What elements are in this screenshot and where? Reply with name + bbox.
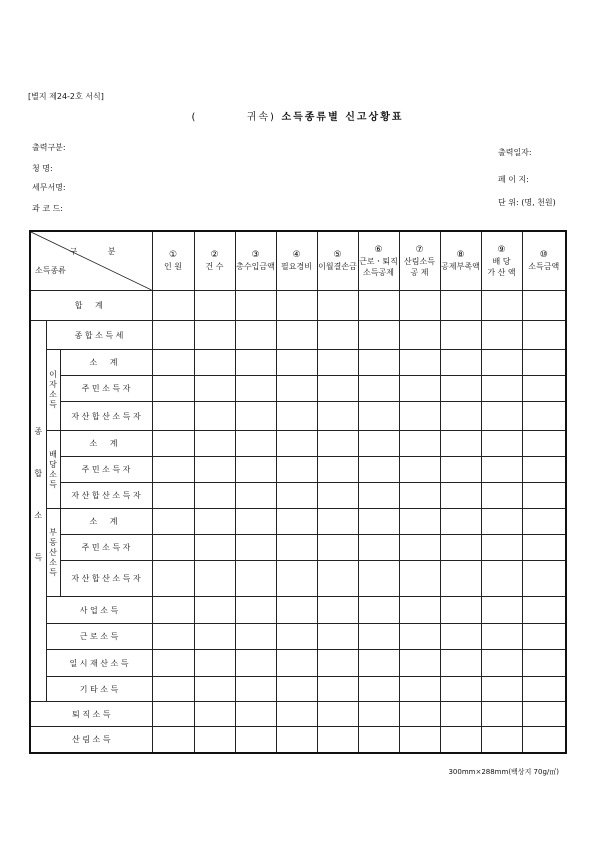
table-row <box>30 402 566 431</box>
tax-office-label: 세무서명: <box>32 183 66 192</box>
row-label-comprehensive-income: 종 합 소 득 세 <box>46 321 152 350</box>
row-label-self-calc: 자 산 합 산 소 득 자 <box>60 402 152 431</box>
table-row <box>30 597 566 624</box>
col-header-6: ⑥ 근로ㆍ퇴직 소득공제 <box>358 231 399 291</box>
row-group-interest: 이자소득 <box>46 350 60 431</box>
row-label-subtotal: 소 계 <box>60 509 152 535</box>
table-row <box>30 535 566 561</box>
col-header-10: ⑩ 소득금액 <box>522 231 566 291</box>
table-row <box>30 376 566 402</box>
income-report-table <box>29 230 567 754</box>
header-corner-cell <box>30 231 152 291</box>
row-label-resident: 주 민 소 득 자 <box>60 535 152 561</box>
table-row <box>30 483 566 509</box>
table-row <box>30 561 566 597</box>
col-header-5: ⑤ 이월결손금 <box>317 231 358 291</box>
row-label-self-calc: 자 산 합 산 소 득 자 <box>60 561 152 597</box>
row-label-other: 기 타 소 득 <box>46 677 152 702</box>
row-label-subtotal: 소 계 <box>60 350 152 376</box>
row-label-resident: 주 민 소 득 자 <box>60 376 152 402</box>
row-group-dividend: 배당소득 <box>46 431 60 509</box>
col-header-7: ⑦ 산림소득 공 제 <box>399 231 440 291</box>
output-type-label: 출력구분: <box>32 143 66 152</box>
page-label: 페 이 지: <box>498 175 529 184</box>
header-corner-top: 구 분 <box>69 247 130 256</box>
form-number: [별지 제24-2호 서식] <box>28 92 104 101</box>
table-row <box>30 650 566 677</box>
col-header-4: ④ 필요경비 <box>276 231 317 291</box>
row-label-self-calc: 자 산 합 산 소 득 자 <box>60 483 152 509</box>
row-label-retirement: 퇴 직 소 득 <box>30 702 152 727</box>
division-code-label: 과 코 드: <box>32 204 63 213</box>
table-row <box>30 457 566 483</box>
col-header-1: ① 인 원 <box>152 231 194 291</box>
title-prefix: ( <box>191 112 198 123</box>
table-row <box>30 677 566 702</box>
table-row <box>30 431 566 457</box>
row-label-subtotal: 소 계 <box>60 431 152 457</box>
table-row <box>30 321 566 350</box>
row-label-temporary-property: 일 시 재 산 소 득 <box>46 650 152 677</box>
table-row <box>30 291 566 321</box>
header-corner-bottom: 소득종류 <box>35 266 66 275</box>
row-group-real-estate: 부동산소득 <box>46 509 60 597</box>
table-row <box>30 624 566 650</box>
page-title <box>0 108 595 123</box>
title-main: 소득종류별 신고상황표 <box>281 112 404 123</box>
row-label-total: 합 계 <box>30 291 152 321</box>
output-date-label: 출력일자: <box>498 148 532 157</box>
col-header-9: ⑨ 배 당 가 산 액 <box>481 231 522 291</box>
col-header-3: ③ 총수입금액 <box>235 231 276 291</box>
diagonal-line <box>31 232 152 290</box>
table-row <box>30 350 566 376</box>
row-label-labor: 근 로 소 득 <box>46 624 152 650</box>
row-label-forest: 산 림 소 득 <box>30 727 152 753</box>
row-label-business: 사 업 소 득 <box>46 597 152 624</box>
unit-label: 단 위: (명, 천원) <box>498 198 556 207</box>
table-row <box>30 509 566 535</box>
paper-spec-footer: 300mm×288mm(백상지 70g/㎡) <box>448 768 559 776</box>
table-row <box>30 727 566 753</box>
col-header-8: ⑧ 공제부족액 <box>440 231 481 291</box>
row-group-comprehensive: 종합소득 <box>30 321 46 702</box>
col-header-2: ② 건 수 <box>194 231 235 291</box>
header-row <box>30 231 566 291</box>
agency-name-label: 청 명: <box>32 164 53 173</box>
title-office: 귀속) <box>246 112 276 123</box>
row-label-resident: 주 민 소 득 자 <box>60 457 152 483</box>
table-row <box>30 702 566 727</box>
